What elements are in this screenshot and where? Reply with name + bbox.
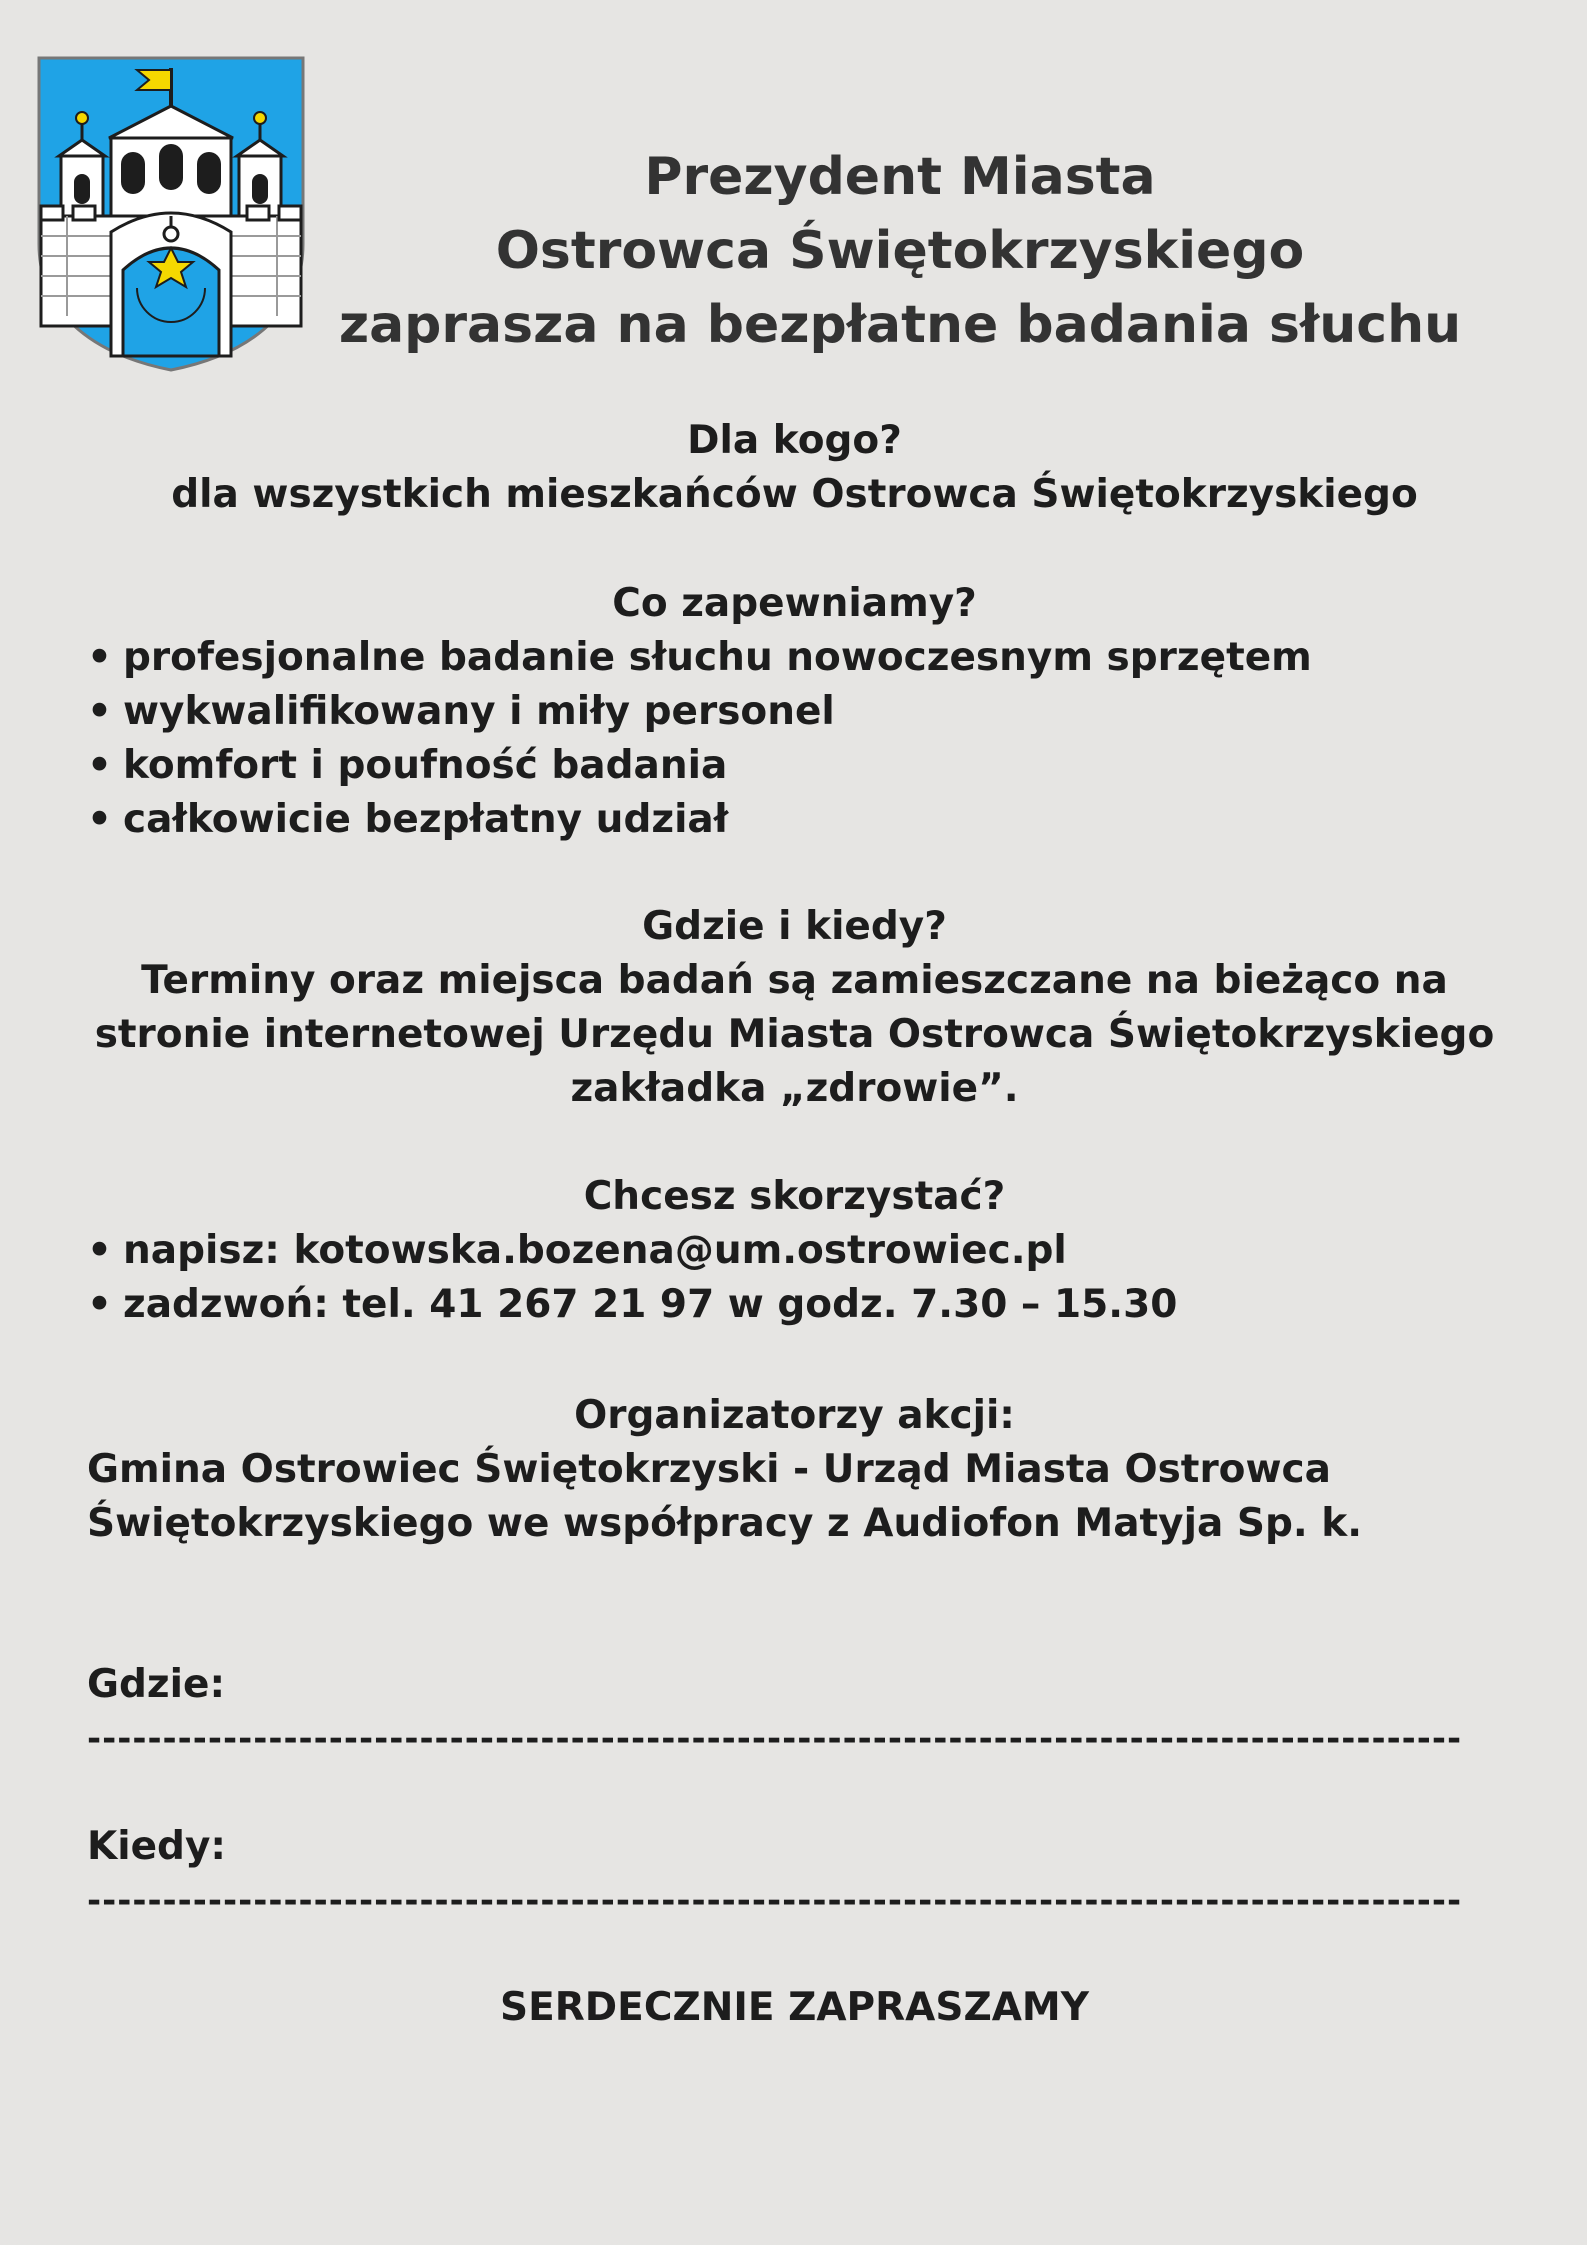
bullet-icon: • [87, 1228, 112, 1273]
when-field [87, 1820, 1502, 1934]
bullet-icon: • [87, 635, 112, 680]
where-label: Gdzie: [87, 1662, 226, 1707]
bullet-icon: • [87, 1282, 112, 1327]
list-item: • profesjonalne badanie słuchu nowoczesnym sprzętem [87, 631, 1502, 685]
where-when-line: stronie internetowej Urzędu Miasta Ostrowca Świętokrzyskiego [94, 1012, 1495, 1057]
offer-heading: Co zapewniamy? [612, 581, 977, 626]
who-text: dla wszystkich mieszkańców Ostrowca Świętokrzyskiego [171, 472, 1418, 517]
where-fill-line: ------------------------------------------------------------------------------------------- [87, 1719, 1463, 1759]
organizers-heading: Organizatorzy akcji: [574, 1393, 1015, 1438]
where-when-heading: Gdzie i kiedy? [642, 904, 947, 949]
bullet-icon: • [87, 797, 112, 842]
where-when-line: zakładka „zdrowie”. [570, 1066, 1019, 1111]
contact-phone: • zadzwoń: tel. 41 267 21 97 w godz. 7.30 – 15.30 [87, 1278, 1502, 1332]
contact-section [87, 1170, 1502, 1332]
coat-of-arms-icon [37, 56, 305, 372]
contact-heading: Chcesz skorzystać? [583, 1174, 1006, 1219]
page-title [300, 140, 1500, 362]
bullet-icon: • [87, 689, 112, 734]
title-line-1: Prezydent Miasta [644, 147, 1156, 207]
organizers-section [87, 1389, 1502, 1551]
list-item: • komfort i poufność badania [87, 739, 1502, 793]
who-heading: Dla kogo? [687, 418, 902, 463]
when-fill-line: ------------------------------------------------------------------------------------------- [87, 1881, 1463, 1921]
where-when-section [87, 900, 1502, 1116]
list-item: • wykwalifikowany i miły personel [87, 685, 1502, 739]
who-section [87, 414, 1502, 522]
title-line-3: zaprasza na bezpłatne badania słuchu [338, 295, 1462, 355]
contact-email: • napisz: kotowska.bozena@um.ostrowiec.pl [87, 1224, 1502, 1278]
where-field [87, 1658, 1502, 1772]
organizers-line: Świętokrzyskiego we współpracy z Audiofon Matyja Sp. k. [87, 1501, 1363, 1546]
organizers-line: Gmina Ostrowiec Świętokrzyski - Urząd Miasta Ostrowca [87, 1447, 1331, 1492]
list-item: • całkowicie bezpłatny udział [87, 793, 1502, 847]
when-label: Kiedy: [87, 1824, 226, 1869]
where-when-line: Terminy oraz miejsca badań są zamieszczane na bieżąco na [141, 958, 1448, 1003]
offer-section [87, 577, 1502, 847]
title-line-2: Ostrowca Świętokrzyskiego [495, 221, 1305, 281]
closing-text: SERDECZNIE ZAPRASZAMY [500, 1985, 1089, 2030]
bullet-icon: • [87, 743, 112, 788]
